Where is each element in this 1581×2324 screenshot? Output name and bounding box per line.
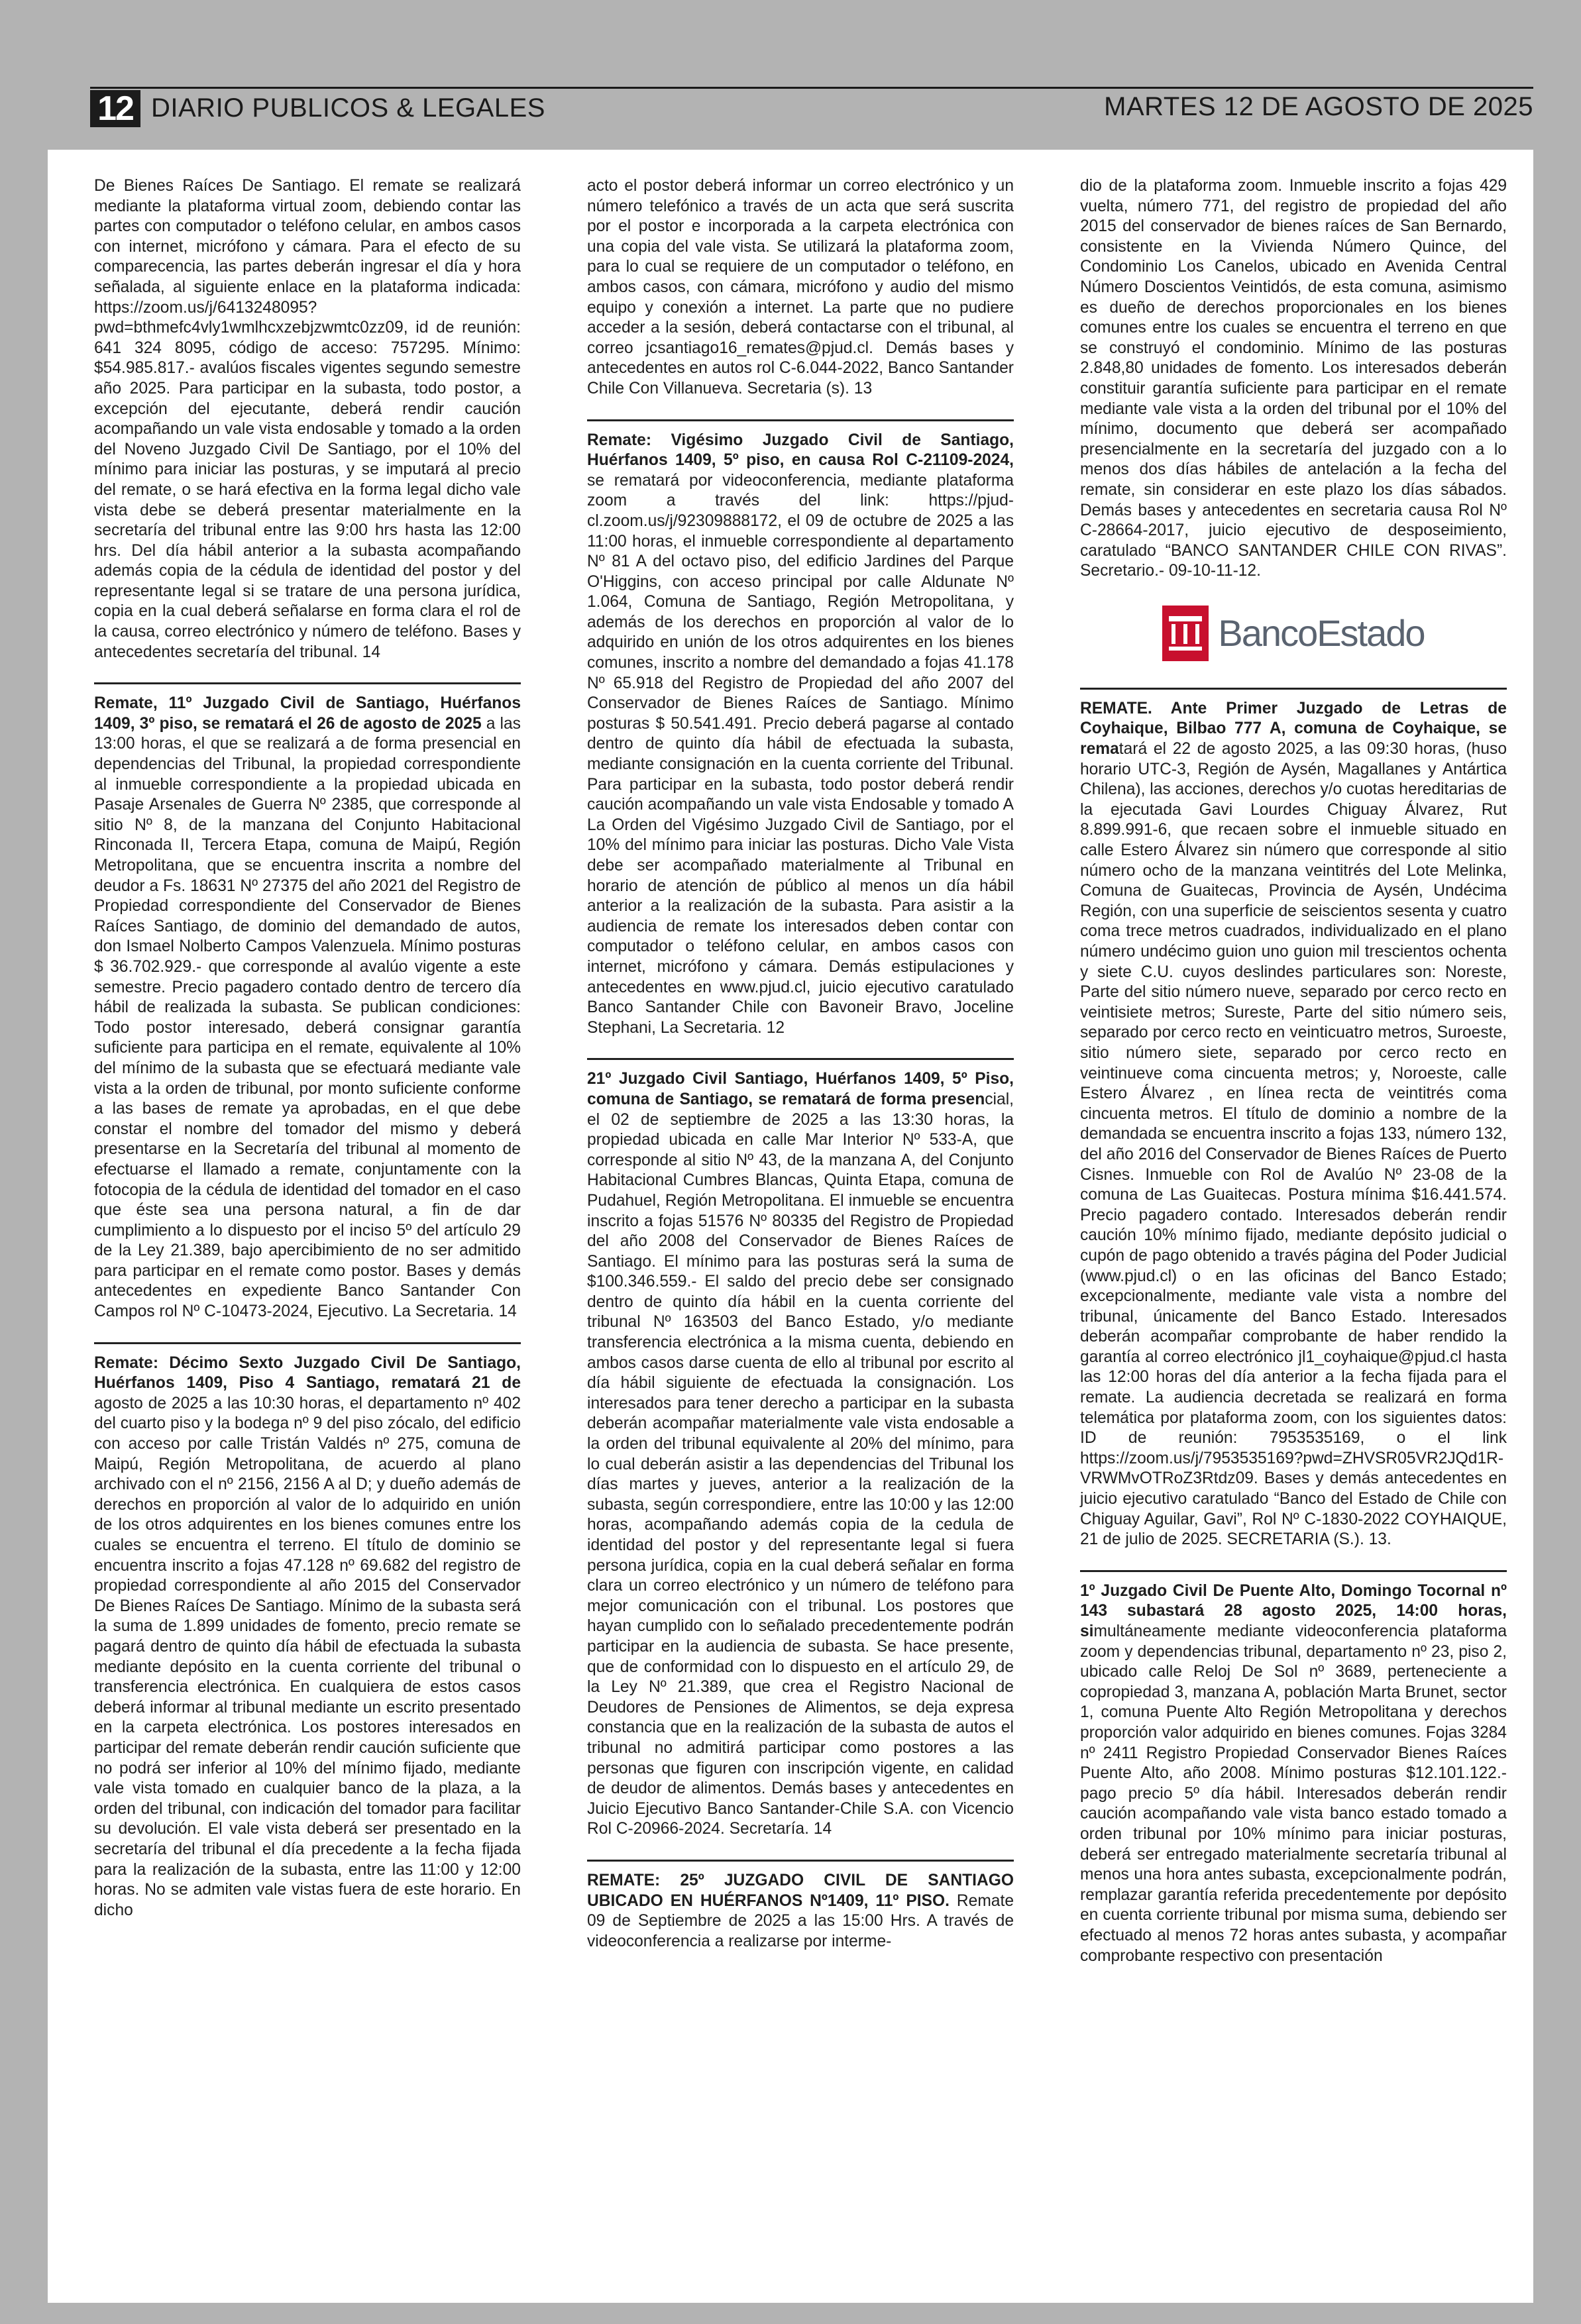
notice-3-2: REMATE. Ante Primer Juzgado de Letras de Coyhaique, Bilbao 777 A, comuna de Coyhaique, se rematará el 22 de agosto 2025, a las 09:30 horas, (huso horario UTC-3, Región de Aysén, Magallanes y Antártica Chilena), las acciones, derechos y/o cuotas hereditarias de la ejecutada Gavi Lourdes Chiguay Álvarez, Rut 8.899.991-6, que recaen sobre el inmueble situado en calle Estero Álvarez sin número que corresponde al sitio número ocho de la manzana veintitrés del Lote Melinka, Comuna de Guaitecas, Provincia de Aysén, Undécima Región, con una superficie de seiscientos sesenta y cuatro coma trece metros cuadrados, individualizado en el plano número undécimo guion uno guion mil trescientos ochenta y siete C.U. cuyos deslindes particulares son: Noreste, Parte del sitio número nueve, separado por cerco recto en veintisiete metros; Sureste, Parte del sitio número seis, separado por cerco recto en veinticuatro metros, Suroeste, sitio número siete, separado por cerco recto en veintinueve coma cincuenta metros; y, Noroeste, calle Estero Álvarez , en línea recta de veintitrés coma cincuenta metros. El título de dominio a nombre de la demandada se encuentra inscrito a fojas 133, número 132, del año 2016 del Conservador de Bienes Raíces de Puerto Cisnes. Inmueble con Rol de Avalúo Nº 23-08 de la comuna de Las Guaitecas. Postura mínima $16.441.574. Precio pagadero contado. Interesados deberán rendir caución 10% mínimo fijado, mediante depósito judicial o cupón de pago obtenido a través página del Poder Judicial (www.pjud.cl) o en las oficinas del Banco Estado; excepcionalmente, mediante vale vista a nombre del tribunal, únicamente del Banco Estado. Interesados deberán acompañar comprobante de haber rendido la garantía al correo electrónico jl1_coyhaique@pjud.cl hasta las 12:00 horas del día anterior a la fecha fijada para el remate. La audiencia decretada se realizará en forma telemática por plataforma zoom, con los siguientes datos: ID de reunión: 7953535169, o el link https://zoom.us/j/7953535169?pwd=ZHVSR05VR2JQd1R-VRWMvOTRoZ3Rtdz09. Bases y demás antecedentes en juicio ejecutivo caratulado “Banco del Estado de Chile con Chiguay Aguilar, Gavi”, Rol Nº C-1830-2022 COYHAIQUE, 21 de julio de 2025. SECRETARIA (S.). 13. <box>1080 688 1507 1550</box>
column-2 <box>587 176 1014 1972</box>
header-rule <box>90 87 1533 89</box>
publication-name: DIARIO PUBLICOS & LEGALES <box>151 93 545 123</box>
notice-1-3: Remate: Décimo Sexto Juzgado Civil De Santiago, Huérfanos 1409, Piso 4 Santiago, rematará 21 de agosto de 2025 a las 10:30 horas, el departamento nº 402 del cuarto piso y la bodega nº 9 del piso zócalo, del edificio con acceso por calle Tristán Valdés nº 275, comuna de Maipú, Región Metropolitana, de acuerdo al plano archivado con el nº 2156, 2156 A al D; y dueño además de derechos en proporción al valor de lo adquirido en unión de los otros adquirentes en los bienes comunes entre los cuales se encuentra el terreno. El título de dominio se encuentra inscrito a fojas 47.128 nº 69.682 del registro de propiedad correspondiente al año 2015 del Conservador De Bienes Raíces De Santiago. Mínimo de la subasta será la suma de 1.899 unidades de fomento, precio remate se pagará dentro de quinto día hábil de efectuada la subasta mediante depósito en la cuenta corriente del tribunal o transferencia electrónica. En cualquiera de estos casos deberá informar al tribunal mediante un escrito presentado en la carpeta electrónica. Los postores interesados en participar del remate deberán rendir caución suficiente que no podrá ser inferior al 10% del mínimo fijado, mediante vale vista tomado en cualquier banco de la plaza, a la orden del tribunal, con indicación del tomador para facilitar su devolución. El vale vista deberá ser presentado en la secretaría del tribunal el día precedente a la fecha fijada para la realización de la subasta, entre las 11:00 y 12:00 horas. No se admiten vale vistas fuera de este horario. En dicho <box>94 1342 521 1921</box>
notice-3-1: dio de la plataforma zoom. Inmueble inscrito a fojas 429 vuelta, número 771, del registro de propiedad del año 2015 del conservador de bienes raíces de San Bernardo, consistente en la Vivienda Número Quince, del Condominio Los Canelos, ubicado en Avenida Central Número Doscientos Veintidós, de esta comuna, asimismo es dueño de derechos proporcionales en los bienes comunes entre los cuales se encuentra el terreno en que se construyó el condominio. Mínimo de las posturas 2.848,80 unidades de fomento. Los interesados deberán constituir garantía suficiente para participar en el remate mediante vale vista a la orden del tribunal por el 10% del mínimo, documento que deberá ser acompañado presencialmente en la secretaría del juzgado con a lo menos dos días hábiles de antelación a la fecha del remate, sin considerar en este plazo los días sábados. Demás bases y antecedentes en secretaria causa Rol Nº C-28664-2017, juicio ejecutivo de desposeimiento, caratulado “BANCO SANTANDER CHILE CON RIVAS”. Secretario.- 09-10-11-12. <box>1080 177 1507 580</box>
column-3 <box>1080 176 1507 1986</box>
notice-heading: 1º Juzgado Civil De Puente Alto, Domingo Tocornal nº 143 subastará 28 agosto 2025, 14:00 horas, si <box>1080 1581 1507 1640</box>
notice-heading: REMATE. Ante Primer Juzgado de Letras de Coyhaique, Bilbao 777 A, comuna de Coyhaique, se rema <box>1080 699 1507 759</box>
banco-estado-wordmark: BancoEstado <box>1218 611 1425 654</box>
page-number: 12 <box>90 90 140 127</box>
banco-estado-logo <box>1080 602 1507 665</box>
column-1 <box>94 176 521 1940</box>
notice-2-2: Remate: Vigésimo Juzgado Civil de Santiago, Huérfanos 1409, 5º piso, en causa Rol C-21109-2024, se rematará por videoconferencia, mediante plataforma zoom a través del link: https://pjud-cl.zoom.us/j/92309888172, el 09 de octubre de 2025 a las 11:00 horas, el inmueble correspondiente al departamento Nº 81 A del octavo piso, del edificio Jardines del Parque O'Higgins, con acceso principal por calle Aldunate Nº 1.064, Comuna de Santiago, Región Metropolitana, y además de los derechos en proporción al valor de lo adquirido en unión de los otros adquirentes en los bienes comunes, inscrito a nombre del demandado a fojas 41.178 Nº 65.918 del Registro de Propiedad del año 2007 del Conservador de Bienes Raíces de Santiago. Mínimo posturas $ 50.541.491. Precio deberá pagarse al contado dentro de quinto día hábil de efectuada la subasta, mediante consignación en la cuenta corriente del Tribunal. Para participar en la subasta, todo postor deberá rendir caución acompañando un vale vista Endosable y tomado A La Orden del Vigésimo Juzgado Civil de Santiago, por el 10% del mínimo para iniciar las posturas. Dicho Vale Vista debe ser acompañado materialmente al Tribunal en horario de atención de público al menos un día hábil anterior a la realización de la subasta. Para asistir a la audiencia de remate los interesados deben contar con computador o teléfono celular, en ambos casos con internet, micrófono y cámara. Demás estipulaciones y antecedentes en www.pjud.cl, juicio ejecutivo caratulado Banco Santander Chile con Bavoneir Bravo, Joceline Stephani, La Secretaria. 12 <box>587 419 1014 1039</box>
publication-date: MARTES 12 DE AGOSTO DE 2025 <box>1104 92 1533 121</box>
banco-estado-emblem-icon <box>1162 606 1209 661</box>
notice-heading: Remate: Décimo Sexto Juzgado Civil De Santiago, Huérfanos 1409, Piso 4 Santiago, rematará 21 de <box>94 1353 521 1393</box>
notice-1-1: De Bienes Raíces De Santiago. El remate se realizará mediante la plataforma virtual zoom, debiendo contar las partes con computador o teléfono celular, en ambos casos con internet, micrófono y cámara. Para el efecto de su comparecencia, las partes deberán ingresar el día y hora señalada, al siguiente enlace en la plataforma indicada: https://zoom.us/j/6413248095?pwd=bthmefc4vly1wmlhcxzebjzwmtc0zz09, id de reunión: 641 324 8095, código de acceso: 757295. Mínimo: $54.985.817.- avalúos fiscales vigentes segundo semestre año 2025. Para participar en la subasta, todo postor, a excepción del ejecutante, deberá rendir caución acompañando un vale vista endosable y tomado a la orden del Noveno Juzgado Civil De Santiago, por el 10% del mínimo para iniciar las posturas, y se imputará al precio del remate, o se hará efectiva en la forma legal dicho vale vista debe se deberá presentar materialmente en la secretaría del tribunal entre las 9:00 hrs hasta las 12:00 hrs. Del día hábil anterior a la subasta acompañando además copia de la cédula de identidad del postor y del representante legal si se tratare de una persona jurídica, copia en la cual deberá señalarse en forma clara el rol de la causa, correo electrónico y número de teléfono. Bases y antecedentes secretaría del tribunal. 14 <box>94 177 521 661</box>
notice-2-1: acto el postor deberá informar un correo electrónico y un número telefónico a través de un acta que será suscrita por el postor e incorporada a la carpeta electrónica con una copia del vale vista. Se utilizará la plataforma zoom, para lo cual se requiere de un computador o teléfono, en ambos casos, con cámara, micrófono y audio del mismo equipo y conexión a internet. La parte que no pudiere acceder a la sesión, deberá contactarse con el tribunal, al correo jcsantiago16_remates@pjud.cl. Demás bases y antecedentes en autos rol C-6.044-2022, Banco Santander Chile Con Villanueva. Secretaria (s). 13 <box>587 177 1014 397</box>
newspaper-page <box>48 150 1533 2303</box>
notice-2-4: REMATE: 25º JUZGADO CIVIL DE SANTIAGO UBICADO EN HUÉRFANOS Nº1409, 11º PISO. Remate 09 de Septiembre de 2025 a las 15:00 Hrs. A través de videoconferencia a realizarse por interme- <box>587 1860 1014 1952</box>
notice-2-3: 21º Juzgado Civil Santiago, Huérfanos 1409, 5º Piso, comuna de Santiago, se rematará de forma presencial, el 02 de septiembre de 2025 a las 13:30 horas, la propiedad ubicada en calle Mar Interior Nº 533-A, que corresponde al sitio Nº 43, de la manzana A, del Conjunto Habitacional Cumbres Blancas, Quinta Etapa, comuna de Pudahuel, Región Metropolitana. El inmueble se encuentra inscrito a fojas 51576 Nº 80335 del Registro de Propiedad del año 2008 del Conservador de Bienes Raíces de Santiago. El mínimo para las posturas será la suma de $100.346.559.- El saldo del precio debe ser consignado dentro de quinto día hábil en la cuenta corriente del tribunal Nº 163503 del Banco Estado, y/o mediante transferencia electrónica a la misma cuenta, debiendo en ambos casos darse cuenta de ello al tribunal por escrito al día hábil siguiente de efectuada la consignación. Los interesados para tener derecho a participar en la subasta deberán acompañar materialmente vale vista endosable a la orden del tribunal equivalente al 20% del mínimo, para lo cual deberán asistir a las dependencias del Tribunal los días martes y jueves, anterior a la realización de la subasta, según correspondiere, entre las 10:00 y las 12:00 horas, acompañando además copia de la cedula de identidad del postor y del representante legal si fuera persona jurídica, copia en la cual deberá señalar en forma clara un correo electrónico y un número de teléfono para mejor comunicación con el tribunal. Los postores que hayan cumplido con lo señalado precedentemente podrán participar en la audiencia de subasta. Se hace presente, que de conformidad con lo dispuesto en el artículo 29, de la Ley Nº 21.389, que crea el Registro Nacional de Deudores de Pensiones de Alimentos, se deja expresa constancia que en la realización de la subasta de autos el tribunal no admitirá participar como postores a las personas que figuren con inscripción vigente, en calidad de deudor de alimentos. Demás bases y antecedentes en Juicio Ejecutivo Banco Santander-Chile S.A. con Vicencio Rol C-20966-2024. Secretaría. 14 <box>587 1058 1014 1840</box>
notice-heading: Remate: Vigésimo Juzgado Civil de Santiago, Huérfanos 1409, 5º piso, en causa Rol C-21109-2024, <box>587 431 1014 470</box>
notice-3-3: 1º Juzgado Civil De Puente Alto, Domingo Tocornal nº 143 subastará 28 agosto 2025, 14:00 horas, simultáneamente mediante videoconferencia plataforma zoom y dependencias tribunal, departamento nº 23, piso 2, ubicado calle Reloj De Sol nº 3689, perteneciente a copropiedad 3, manzana A, población Marta Brunet, sector 1, comuna Puente Alto Región Metropolitana y derechos proporción valor adquirido en bienes comunes. Fojas 3284 nº 2411 Registro Propiedad Conservador Bienes Raíces Puente Alto, año 2008. Mínimo posturas $12.101.122.- pago precio 5º día hábil. Interesados deberán rendir caución acompañando vale vista banco estado tomado a orden tribunal por 10% mínimo para iniciar posturas, deberá ser entregado materialmente secretaría tribunal al menos una hora antes subasta, excepcionalmente podrán, remplazar garantía referida precedentemente por depósito en cuenta corriente tribunal por misma suma, debiendo ser efectuado al menos 72 horas antes subasta, y acompañar comprobante respectivo con presentación <box>1080 1570 1507 1966</box>
notice-heading: REMATE: 25º JUZGADO CIVIL DE SANTIAGO UBICADO EN HUÉRFANOS Nº1409, 11º PISO. <box>587 1871 1014 1910</box>
notice-heading: Remate, 11º Juzgado Civil de Santiago, Huérfanos 1409, 3º piso, se rematará el 26 de agosto de 2025 <box>94 694 521 733</box>
notice-1-2: Remate, 11º Juzgado Civil de Santiago, Huérfanos 1409, 3º piso, se rematará el 26 de agosto de 2025 a las 13:00 horas, el que se realizará a de forma presencial en dependencias del Tribunal, la propiedad correspondiente al inmueble correspondiente a la propiedad ubicada en Pasaje Arsenales de Guerra Nº 2385, que corresponde al sitio Nº 8, de la manzana del Conjunto Habitacional Rinconada II, Tercera Etapa, comuna de Maipú, Región Metropolitana, que se encuentra inscrita a nombre del deudor a Fs. 18631 Nº 27375 del año 2021 del Registro de Propiedad correspondiente del Conservador de Bienes Raíces Santiago, de dominio del demandado de autos, don Ismael Nolberto Campos Valenzuela. Mínimo posturas $ 36.702.929.- que corresponde al avalúo vigente a este semestre. Precio pagadero contado dentro de tercero día hábil de realizada la subasta. Se publican condiciones: Todo postor interesado, deberá consignar garantía suficiente para participa en el remate, equivalente al 10% del mínimo de la subasta que se efectuará mediante vale vista a la orden de tribunal, por monto suficiente conforme a las bases de remate ya aprobadas, en el que debe constar el nombre del tomador del mismo y deberá presentarse en la Secretaría del tribunal al momento de efectuarse el llamado a remate, conjuntamente con la fotocopia de la cédula de identidad del tomador en el caso que éste sea una persona natural, a fin de dar cumplimiento a lo dispuesto por el inciso 5º del artículo 29 de la Ley 21.389, bajo apercibimiento de no ser admitido para participar en el remate como postor. Bases y demás antecedentes en expediente Banco Santander Con Campos rol Nº C-10473-2024, Ejecutivo. La Secretaria. 14 <box>94 682 521 1322</box>
notice-heading: 21º Juzgado Civil Santiago, Huérfanos 1409, 5º Piso, comuna de Santiago, se rematará de forma presen <box>587 1070 1014 1108</box>
